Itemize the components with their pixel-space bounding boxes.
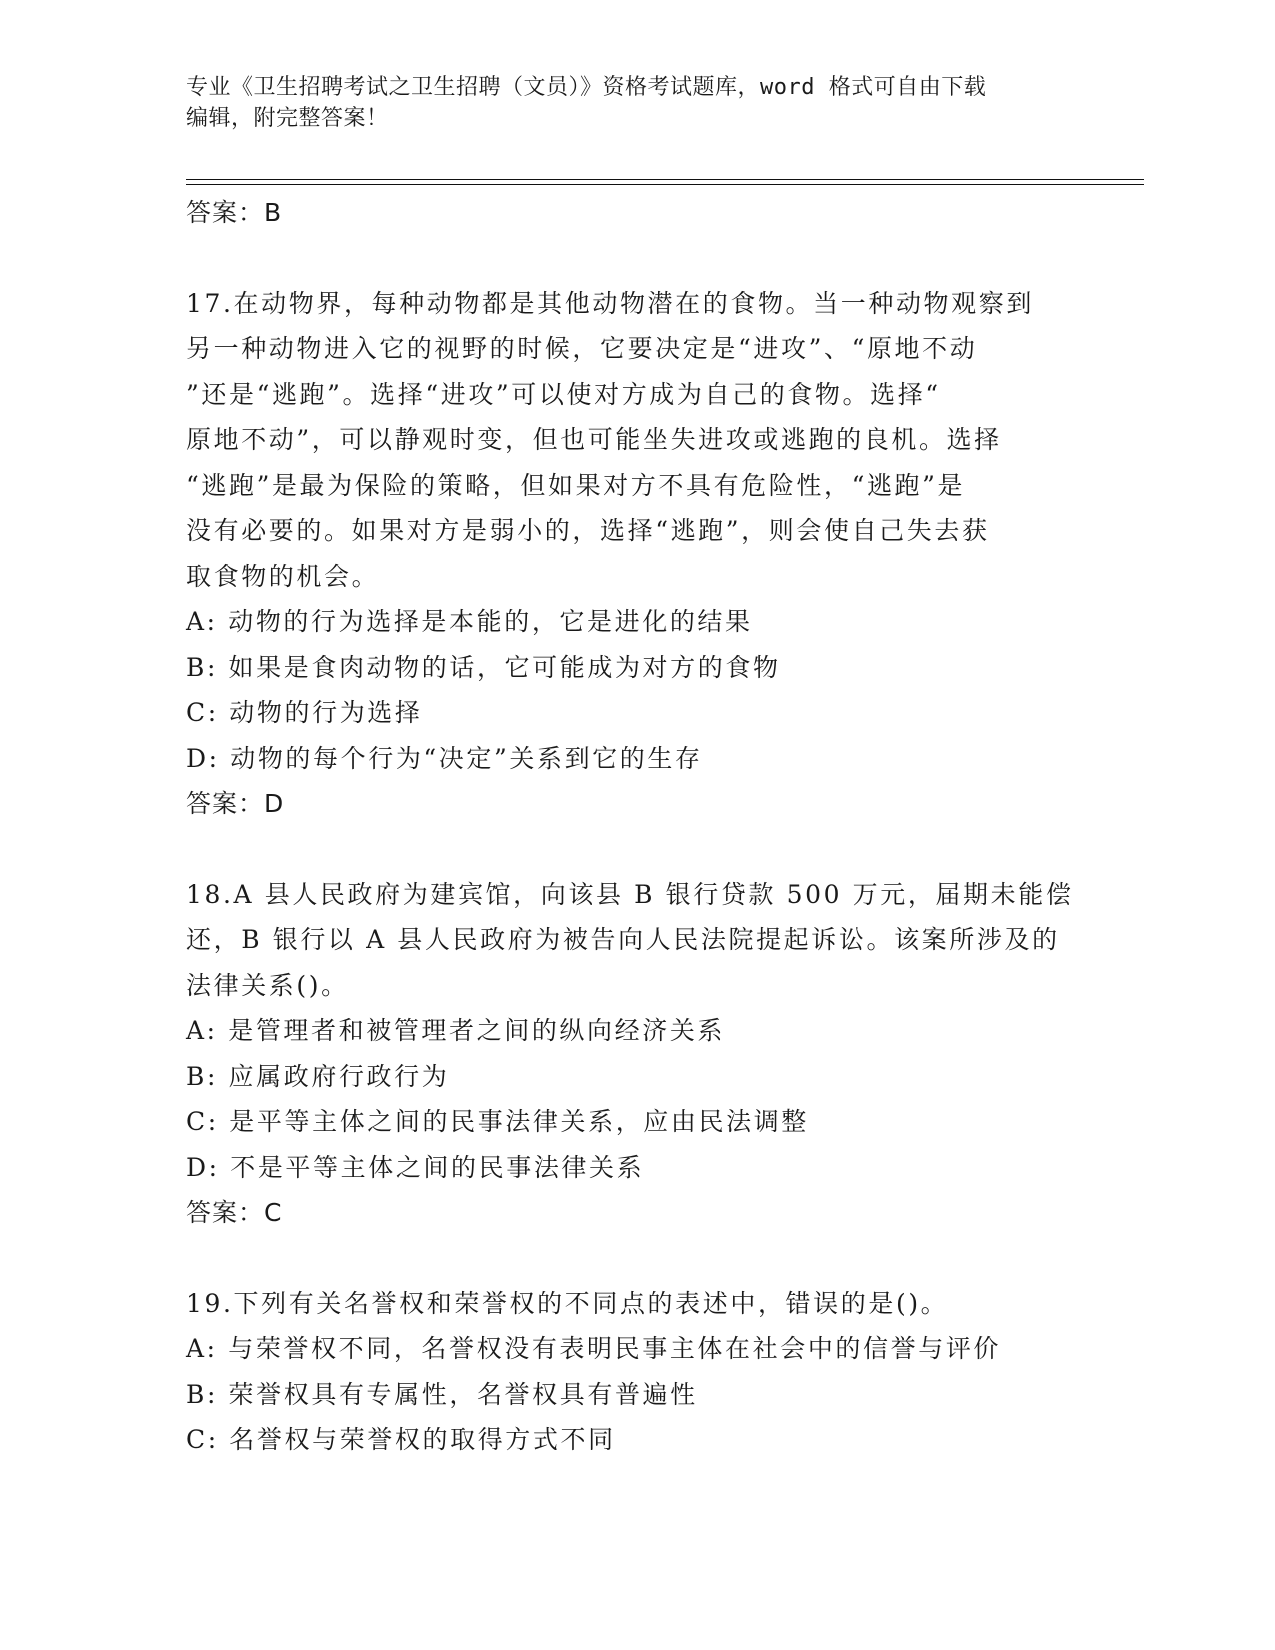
question-17-text-line: 原地不动”，可以静观时变，但也可能坐失进攻或逃跑的良机。选择 bbox=[186, 425, 1002, 454]
question-17 bbox=[186, 281, 1086, 827]
question-18 bbox=[186, 872, 1086, 1236]
question-18-text-line: 还，B 银行以 A 县人民政府为被告向人民法院提起诉讼。该案所涉及的 bbox=[186, 925, 1060, 954]
header-divider-bottom bbox=[186, 184, 1144, 185]
question-19-option-b: B: 荣誉权具有专属性，名誉权具有普遍性 bbox=[186, 1379, 698, 1409]
header-line-1: 专业《卫生招聘考试之卫生招聘（文员）》资格考试题库，word 格式可自由下载 bbox=[186, 75, 987, 100]
question-content bbox=[186, 190, 1086, 1463]
spacer bbox=[186, 827, 1086, 872]
question-19-text-line: 19.下列有关名誉权和荣誉权的不同点的表述中，错误的是()。 bbox=[186, 1288, 949, 1318]
question-17-text-line: “逃跑”是最为保险的策略，但如果对方不具有危险性，“逃跑”是 bbox=[186, 470, 966, 500]
question-17-option-d: D: 动物的每个行为“决定”关系到它的生存 bbox=[186, 743, 703, 773]
spacer bbox=[186, 1236, 1086, 1281]
previous-answer: 答案：B bbox=[186, 198, 283, 227]
page-header bbox=[186, 72, 1066, 134]
question-18-option-a: A: 是管理者和被管理者之间的纵向经济关系 bbox=[186, 1016, 726, 1045]
header-divider-top bbox=[186, 179, 1144, 180]
question-17-text-line: 取食物的机会。 bbox=[186, 561, 380, 591]
question-18-option-b: B: 应属政府行政行为 bbox=[186, 1061, 450, 1091]
header-line-2: 编辑，附完整答案！ bbox=[186, 106, 389, 131]
question-19-option-a: A: 与荣誉权不同，名誉权没有表明民事主体在社会中的信誉与评价 bbox=[186, 1334, 1002, 1363]
question-18-option-c: C: 是平等主体之间的民事法律关系，应由民法调整 bbox=[186, 1107, 809, 1136]
question-17-option-c: C: 动物的行为选择 bbox=[186, 698, 423, 727]
question-18-option-d: D: 不是平等主体之间的民事法律关系 bbox=[186, 1152, 645, 1182]
spacer bbox=[186, 236, 1086, 281]
question-17-option-b: B: 如果是食肉动物的话，它可能成为对方的食物 bbox=[186, 652, 781, 682]
question-18-text-line: 18.A 县人民政府为建宾馆，向该县 B 银行贷款 500 万元，届期未能偿 bbox=[186, 879, 1074, 909]
question-17-option-a: A: 动物的行为选择是本能的，它是进化的结果 bbox=[186, 607, 753, 636]
question-17-text-line: 17.在动物界，每种动物都是其他动物潜在的食物。当一种动物观察到 bbox=[186, 288, 1034, 318]
question-18-answer: 答案：C bbox=[186, 1198, 283, 1227]
question-18-text-line: 法律关系()。 bbox=[186, 970, 349, 1000]
question-19-option-c: C: 名誉权与荣誉权的取得方式不同 bbox=[186, 1425, 616, 1454]
question-17-text-line: ”还是“逃跑”。选择“进攻”可以使对方成为自己的食物。选择“ bbox=[186, 379, 941, 409]
question-19 bbox=[186, 1281, 1086, 1463]
question-17-text-line: 没有必要的。如果对方是弱小的，选择“逃跑”，则会使自己失去获 bbox=[186, 516, 990, 545]
question-17-text-line: 另一种动物进入它的视野的时候，它要决定是“进攻”、“原地不动 bbox=[186, 334, 978, 363]
question-17-answer: 答案：D bbox=[186, 789, 285, 818]
